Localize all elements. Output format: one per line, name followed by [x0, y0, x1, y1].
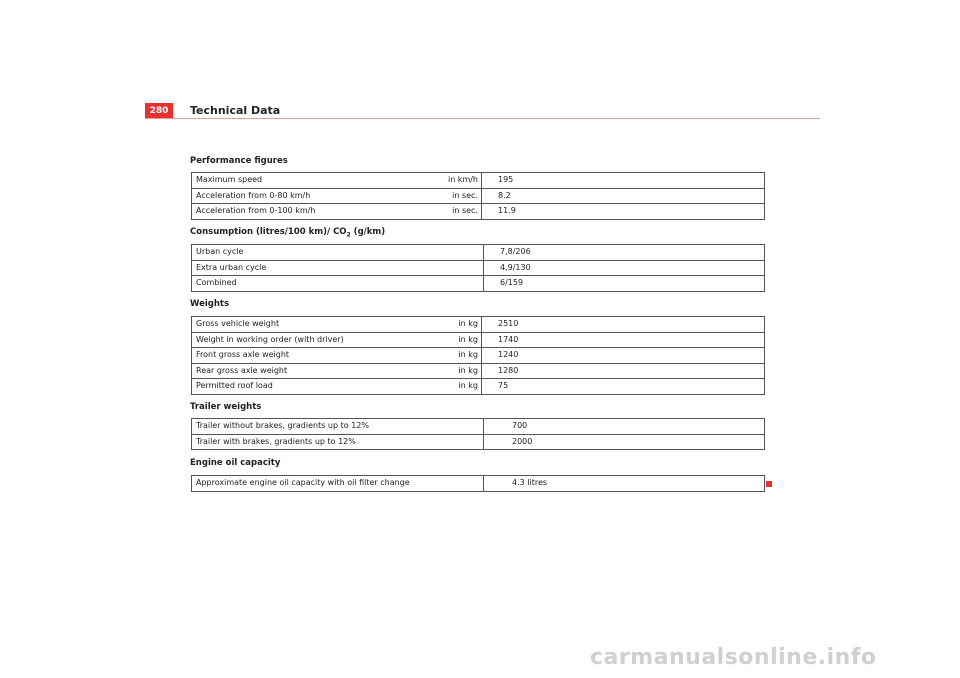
consumption-heading	[190, 227, 385, 239]
row-value: 7,8/206	[484, 245, 765, 261]
row-label: Acceleration from 0-100 km/h	[192, 204, 415, 220]
row-label: Approximate engine oil capacity with oil filter change	[192, 476, 484, 492]
co2-subscript: 2	[346, 231, 351, 239]
table-row	[192, 173, 765, 189]
row-value: 1240	[482, 348, 765, 364]
row-label: Trailer without brakes, gradients up to 12%	[192, 419, 484, 435]
oil-heading: Engine oil capacity	[190, 458, 281, 468]
trailer-table	[191, 418, 765, 450]
table-row	[192, 260, 765, 276]
row-value: 4,9/130	[484, 260, 765, 276]
row-unit: in kg	[414, 332, 482, 348]
row-value: 2510	[482, 317, 765, 333]
consumption-heading-text: Consumption (litres/100 km)/ CO	[190, 227, 347, 237]
row-label: Maximum speed	[192, 173, 415, 189]
performance-table	[191, 172, 765, 220]
row-label: Gross vehicle weight	[192, 317, 415, 333]
row-value: 1740	[482, 332, 765, 348]
row-label: Combined	[192, 276, 484, 292]
table-row	[192, 363, 765, 379]
table-row	[192, 332, 765, 348]
row-label: Front gross axle weight	[192, 348, 415, 364]
table-row	[192, 419, 765, 435]
consumption-heading-unit: (g/km)	[350, 227, 386, 237]
row-value: 8.2	[482, 188, 765, 204]
table-row	[192, 317, 765, 333]
row-label: Extra urban cycle	[192, 260, 484, 276]
row-unit: in km/h	[414, 173, 482, 189]
row-unit: in kg	[414, 348, 482, 364]
consumption-table	[191, 244, 765, 292]
page-title: Technical Data	[190, 104, 281, 117]
row-unit: in kg	[414, 363, 482, 379]
row-value: 700	[484, 419, 765, 435]
watermark: carmanualsonline.info	[590, 645, 877, 670]
table-row	[192, 348, 765, 364]
table-row	[192, 476, 765, 492]
table-row	[192, 434, 765, 450]
row-value: 2000	[484, 434, 765, 450]
row-label: Acceleration from 0-80 km/h	[192, 188, 415, 204]
table-row	[192, 379, 765, 395]
end-of-section-marker	[766, 481, 772, 487]
header-divider	[145, 118, 820, 119]
row-unit: in kg	[414, 317, 482, 333]
row-label: Urban cycle	[192, 245, 484, 261]
page-number: 280	[145, 103, 173, 119]
row-value: 1280	[482, 363, 765, 379]
table-row	[192, 188, 765, 204]
weights-table	[191, 316, 765, 395]
table-row	[192, 204, 765, 220]
row-label: Weight in working order (with driver)	[192, 332, 415, 348]
row-label: Rear gross axle weight	[192, 363, 415, 379]
row-unit: in sec.	[414, 188, 482, 204]
row-value: 75	[482, 379, 765, 395]
oil-table	[191, 475, 765, 492]
table-row	[192, 245, 765, 261]
weights-heading: Weights	[190, 299, 230, 309]
performance-heading: Performance figures	[190, 156, 288, 166]
row-label: Trailer with brakes, gradients up to 12%	[192, 434, 484, 450]
trailer-heading: Trailer weights	[190, 402, 262, 412]
row-unit: in kg	[414, 379, 482, 395]
row-label: Permitted roof load	[192, 379, 415, 395]
row-value: 195	[482, 173, 765, 189]
row-value: 4.3 litres	[484, 476, 765, 492]
row-unit: in sec.	[414, 204, 482, 220]
row-value: 6/159	[484, 276, 765, 292]
table-row	[192, 276, 765, 292]
row-value: 11.9	[482, 204, 765, 220]
